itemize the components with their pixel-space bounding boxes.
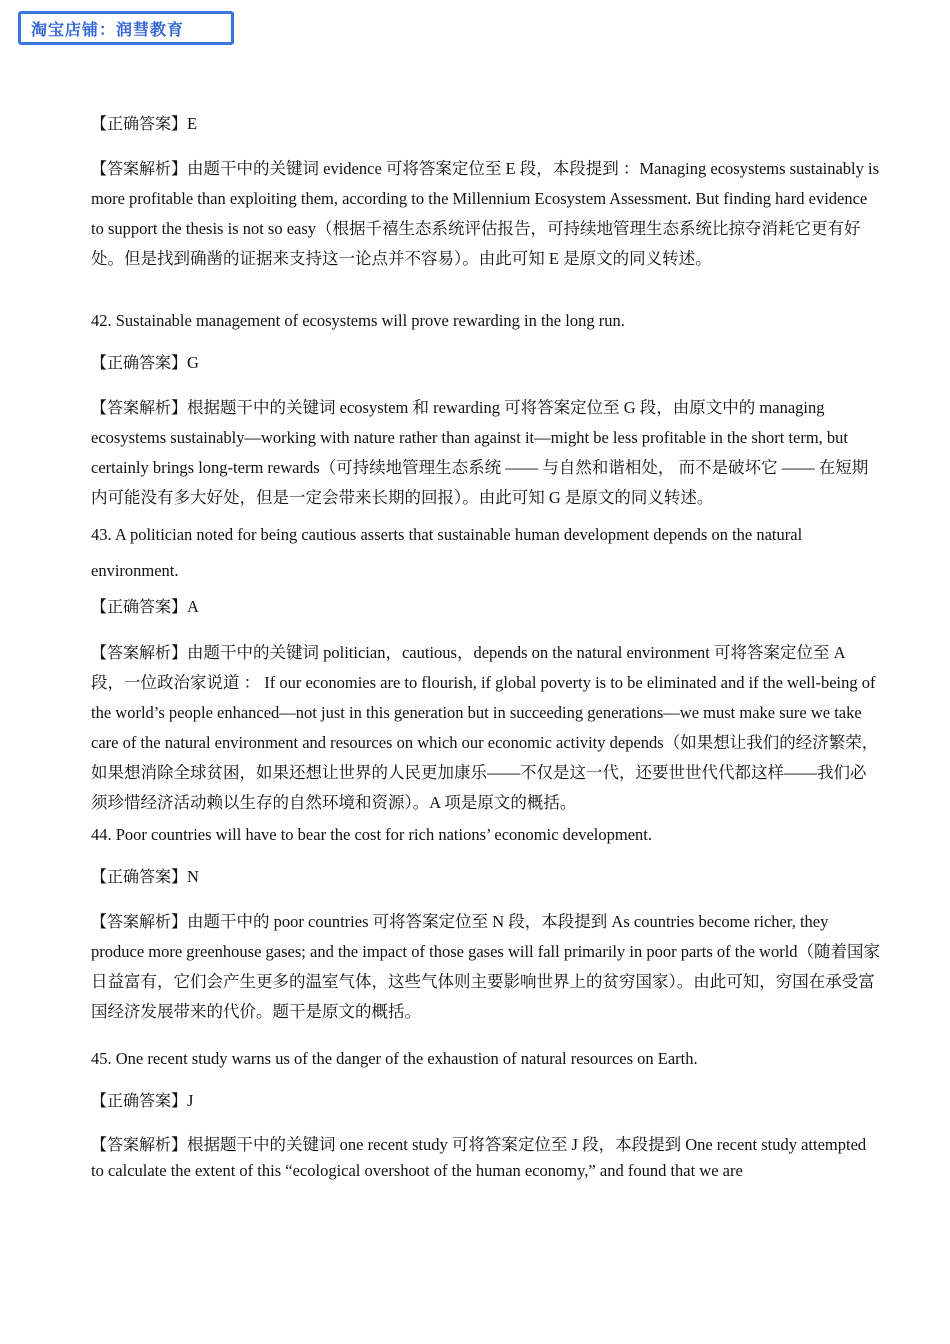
answer-explanation <box>91 907 881 1027</box>
correct-answer-line <box>91 864 881 889</box>
explanation-label: 【答案解析】 <box>91 398 188 417</box>
correct-answer-line <box>91 594 881 619</box>
answer-value: J <box>187 1091 194 1110</box>
question-text: 44. Poor countries will have to bear the cost for rich nations’ economic development. <box>91 825 652 844</box>
explanation-text: 根据题干中的关键词 ecosystem 和 rewarding 可将答案定位至 G 段，由原文中的 managing ecosystems sustainably—working with nature rather than against it—might be less profitable in the short term, but certainly brings long-term rewards（可持续地管理生态系统 —— 与自然和谐相处， 而不是破坏它 —— 在短期内可能没有多大好处，但是一定会带来长期的回报）。由此可知 G 是原文的同义转述。 <box>91 398 869 507</box>
answer-value: E <box>187 114 198 133</box>
correct-answer-line <box>91 1088 881 1113</box>
answer-explanation <box>91 1132 881 1184</box>
explanation-label: 【答案解析】 <box>91 643 188 662</box>
correct-answer-line <box>91 111 881 136</box>
question-text: 43. A politician noted for being cautious asserts that sustainable human development depends on the natural environment. <box>91 525 803 580</box>
answer-label: 【正确答案】 <box>91 353 188 372</box>
answer-label: 【正确答案】 <box>91 867 188 886</box>
explanation-label: 【答案解析】 <box>91 912 188 931</box>
explanation-label: 【答案解析】 <box>91 1135 188 1154</box>
explanation-text: 由题干中的 poor countries 可将答案定位至 N 段，本段提到 As countries become richer, they produce more greenhouse gases; and the impact of those gases will fall primarily in poor parts of the world（随着国家日益富有，它们会产生更多的温室气体，这些气体则主要影响世界上的贫穷国家）。由此可知，穷国在承受富国经济发展带来的代价。题干是原文的概括。 <box>91 912 881 1021</box>
answer-explanation <box>91 638 881 818</box>
answer-value: A <box>187 597 199 616</box>
answer-explanation <box>91 393 881 513</box>
answer-label: 【正确答案】 <box>91 114 188 133</box>
answer-explanation <box>91 154 881 274</box>
answer-label: 【正确答案】 <box>91 597 188 616</box>
correct-answer-line <box>91 350 881 375</box>
answer-label: 【正确答案】 <box>91 1091 188 1110</box>
explanation-text: 由题干中的关键词 politician，cautious，depends on the natural environment 可将答案定位至 A 段，一位政治家说道 ： If our economies are to flourish, if global poverty is to be eliminated and if the well-being of the world’s people enhanced—not just in this generation but in succeeding generations—we must make sure we take care of the natural environment and resources on which our economic activity depends（如果想让我们的经济繁荣，如果想消除全球贫困，如果还想让世界的人民更加康乐——不仅是这一代，还要世世代代都这样——我们必须珍惜经济活动赖以生存的自然环境和资源）。A 项是原文的概括。 <box>91 643 879 812</box>
question-text: 42. Sustainable management of ecosystems will prove rewarding in the long run. <box>91 311 625 330</box>
explanation-text: 根据题干中的关键词 one recent study 可将答案定位至 J 段，本段提到 One recent study attempted to calculate the extent of this “ecological overshoot of the human economy,” and found that we are <box>91 1135 867 1180</box>
shop-watermark-stamp: 淘宝店铺：润彗教育 <box>18 11 234 45</box>
explanation-label: 【答案解析】 <box>91 159 188 178</box>
answer-value: G <box>187 353 199 372</box>
explanation-text: 由题干中的关键词 evidence 可将答案定位至 E 段，本段提到 ：Managing ecosystems sustainably is more profitable than exploiting them, according to the Millennium Ecosystem Assessment. But finding hard evidence to support the thesis is not so easy（根据千禧生态系统评估报告，可持续地管理生态系统比掠夺消耗它更有好处。但是找到确凿的证据来支持这一论点并不容易）。由此可知 E 是原文的同义转述。 <box>91 159 880 268</box>
question-text: 45. One recent study warns us of the danger of the exhaustion of natural resources on Earth. <box>91 1049 698 1068</box>
answer-value: N <box>187 867 199 886</box>
